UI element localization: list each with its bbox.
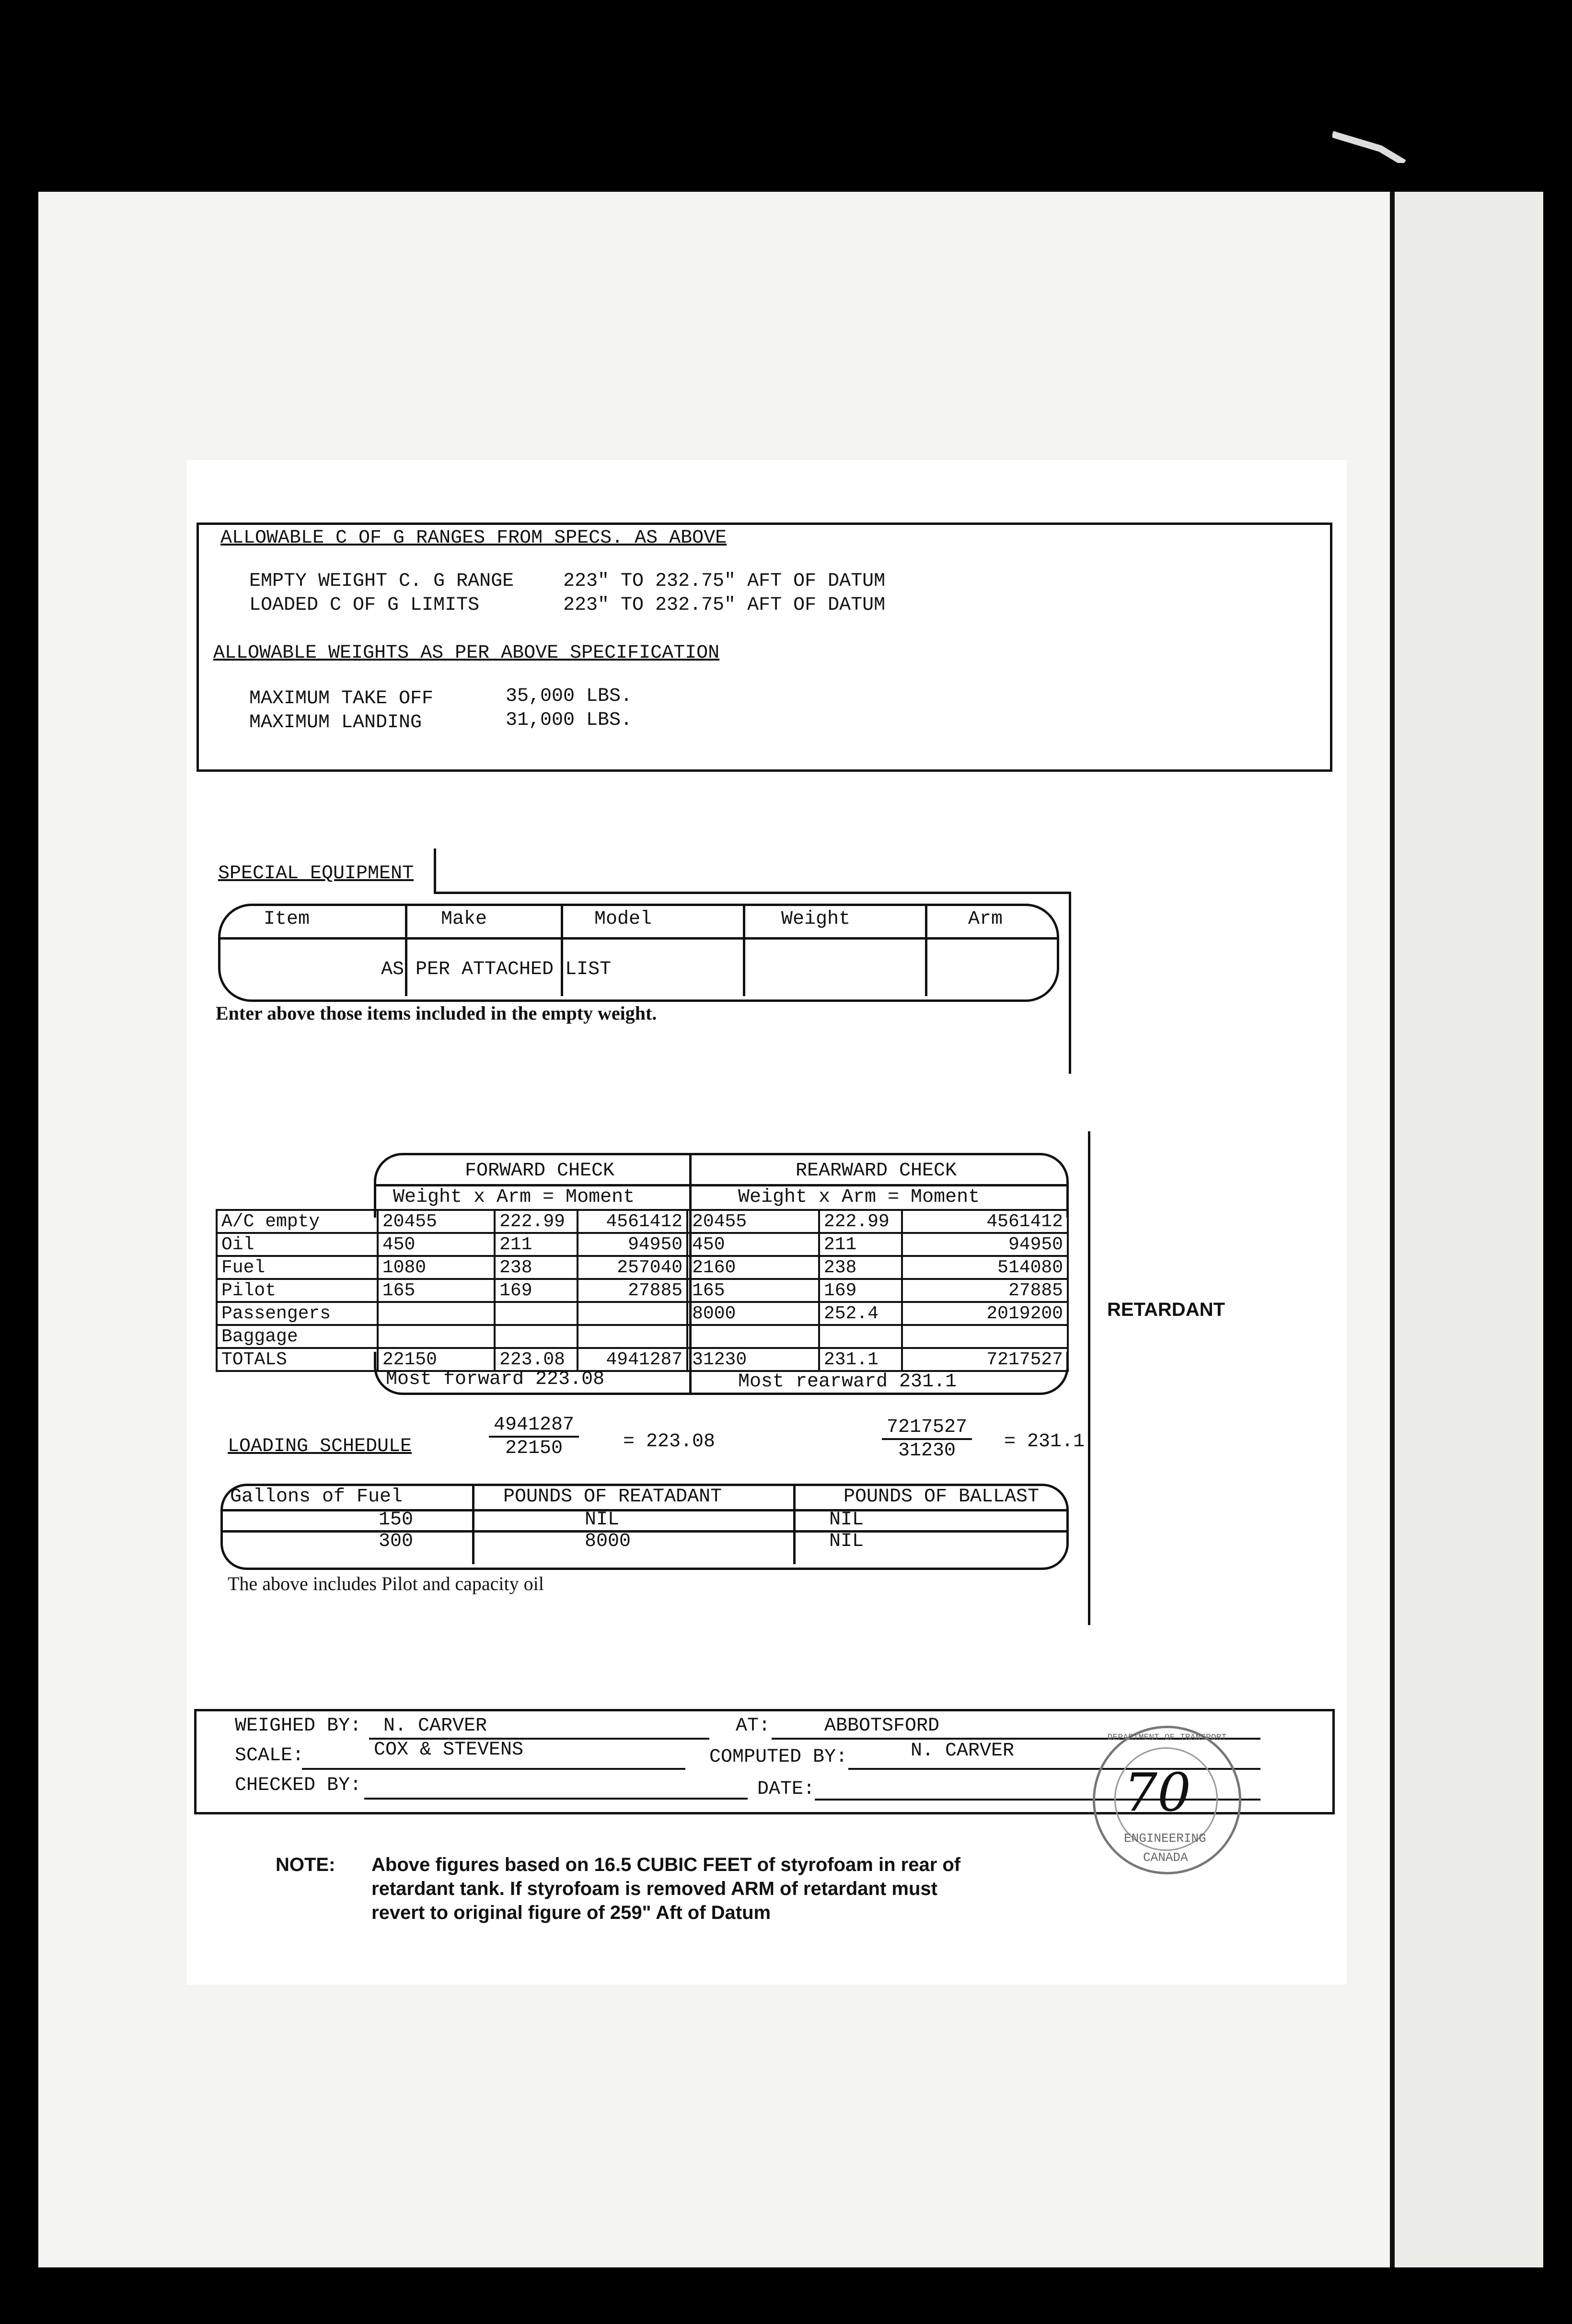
weighed-by-value: N. CARVER xyxy=(383,1715,487,1737)
forward-numerator: 4941287 xyxy=(489,1414,579,1438)
table-cell xyxy=(687,1325,819,1348)
note-line-1: Above figures based on 16.5 CUBIC FEET of styrofoam in rear of xyxy=(371,1854,961,1875)
retardant-side-label: RETARDANT xyxy=(1107,1299,1225,1320)
note-line-3: revert to original figure of 259" Aft of Datum xyxy=(371,1902,771,1923)
table-cell: 27885 xyxy=(578,1279,687,1302)
forward-fraction xyxy=(489,1414,579,1459)
row-label: Fuel xyxy=(217,1256,378,1279)
col-divider xyxy=(743,905,745,996)
table-cell: 4941287 xyxy=(578,1348,687,1371)
stamp-top-text: DEPARTMENT OF TRANSPORT xyxy=(1107,1733,1227,1743)
rearward-denominator: 31230 xyxy=(898,1440,956,1462)
max-takeoff-value: 35,000 LBS. xyxy=(506,686,633,707)
loading-header-rule xyxy=(220,1509,1066,1511)
loaded-cg-label: LOADED C OF G LIMITS xyxy=(249,594,480,616)
rearward-numerator: 7217527 xyxy=(882,1417,972,1440)
table-row xyxy=(217,1210,1068,1233)
weighed-by-label: WEIGHED BY: xyxy=(235,1715,362,1737)
retardant-row-1: NIL xyxy=(585,1509,620,1531)
fuel-150: 150 xyxy=(379,1509,414,1531)
special-equipment-divider xyxy=(434,848,436,892)
table-cell: 514080 xyxy=(902,1256,1068,1279)
stamp-mid-text: ENGINEERING xyxy=(1124,1831,1206,1846)
table-cell: 4561412 xyxy=(578,1210,687,1233)
special-equipment-right-rule xyxy=(1069,892,1071,1074)
table-row xyxy=(217,1302,1068,1325)
at-value: ABBOTSFORD xyxy=(824,1715,940,1737)
table-cell: 20455 xyxy=(378,1210,495,1233)
col-weight: Weight xyxy=(781,908,851,930)
table-cell: 94950 xyxy=(902,1233,1068,1256)
table-cell: 165 xyxy=(378,1279,495,1302)
table-cell: 252.4 xyxy=(819,1302,902,1325)
table-cell: 94950 xyxy=(578,1233,687,1256)
col-divider xyxy=(561,905,563,996)
checks-footer-box xyxy=(374,1352,1069,1395)
row-label: Pilot xyxy=(217,1279,378,1302)
table-cell xyxy=(902,1325,1068,1348)
ballast-row-1: NIL xyxy=(829,1509,864,1531)
forward-denominator: 22150 xyxy=(505,1438,563,1459)
attached-list-text: AS PER ATTACHED LIST xyxy=(381,959,612,980)
inspection-stamp xyxy=(1093,1726,1241,1874)
special-equipment-rule xyxy=(434,892,1071,894)
table-cell xyxy=(495,1325,578,1348)
table-row xyxy=(217,1233,1068,1256)
loaded-cg-value: 223" TO 232.75" AFT OF DATUM xyxy=(563,594,886,616)
loading-row-rule xyxy=(220,1530,1066,1533)
allowable-weights-heading: ALLOWABLE WEIGHTS AS PER ABOVE SPECIFICATION xyxy=(213,642,720,664)
most-rearward: Most rearward 231.1 xyxy=(738,1371,957,1393)
computed-by-label: COMPUTED BY: xyxy=(709,1746,848,1768)
table-cell: 238 xyxy=(819,1256,902,1279)
table-cell xyxy=(819,1325,902,1348)
table-cell xyxy=(378,1325,495,1348)
table-cell: 238 xyxy=(495,1256,578,1279)
table-cell xyxy=(578,1325,687,1348)
scale-label: SCALE: xyxy=(235,1745,304,1766)
forward-result: = 223.08 xyxy=(623,1431,716,1452)
row-label: TOTALS xyxy=(217,1348,378,1371)
checked-by-line xyxy=(364,1798,748,1800)
stamp-signature: 70 xyxy=(1124,1762,1191,1823)
row-label: Baggage xyxy=(217,1325,378,1348)
at-label: AT: xyxy=(736,1715,771,1737)
max-landing-label: MAXIMUM LANDING xyxy=(249,712,422,733)
table-row xyxy=(217,1256,1068,1279)
table-cell: 165 xyxy=(687,1279,819,1302)
table-cell: 211 xyxy=(495,1233,578,1256)
note-line-2: retardant tank. If styrofoam is removed ARM of retardant must xyxy=(371,1878,937,1899)
row-label: Oil xyxy=(217,1233,378,1256)
special-equipment-heading: SPECIAL EQUIPMENT xyxy=(218,863,414,884)
table-cell: 450 xyxy=(687,1233,819,1256)
forward-check-title: FORWARD CHECK xyxy=(465,1160,615,1182)
table-cell: 27885 xyxy=(902,1279,1068,1302)
fuel-300: 300 xyxy=(379,1531,414,1552)
table-row xyxy=(217,1325,1068,1348)
col-divider xyxy=(925,905,927,996)
empty-weight-cg-value: 223" TO 232.75" AFT OF DATUM xyxy=(563,570,886,592)
rearward-fraction xyxy=(882,1417,972,1462)
capacity-oil-note: The above includes Pilot and capacity oil xyxy=(228,1573,544,1594)
max-landing-value: 31,000 LBS. xyxy=(506,709,633,731)
table-cell: 22150 xyxy=(378,1348,495,1371)
scale-line xyxy=(302,1768,685,1770)
col-arm: Arm xyxy=(968,908,1003,930)
loading-schedule-heading: LOADING SCHEDULE xyxy=(228,1436,412,1457)
table-cell: 4561412 xyxy=(902,1210,1068,1233)
table-cell: 169 xyxy=(819,1279,902,1302)
table-cell: 222.99 xyxy=(495,1210,578,1233)
table-cell: 211 xyxy=(819,1233,902,1256)
row-label: Passengers xyxy=(217,1302,378,1325)
table-cell xyxy=(578,1302,687,1325)
rearward-subheader: Weight x Arm = Moment xyxy=(738,1186,980,1208)
checks-right-rule xyxy=(1088,1131,1090,1625)
table-cell: 450 xyxy=(378,1233,495,1256)
col-pounds-retardant: POUNDS OF REATADANT xyxy=(503,1486,722,1508)
date-label: DATE: xyxy=(757,1778,815,1800)
checked-by-label: CHECKED BY: xyxy=(235,1775,362,1796)
most-forward: Most forward 223.08 xyxy=(386,1369,605,1390)
table-cell: 231.1 xyxy=(819,1348,902,1371)
table-cell: 222.99 xyxy=(819,1210,902,1233)
table-cell: 1080 xyxy=(378,1256,495,1279)
table-cell: 169 xyxy=(495,1279,578,1302)
rearward-check-title: REARWARD CHECK xyxy=(796,1160,957,1182)
table-cell: 31230 xyxy=(687,1348,819,1371)
scale-value: COX & STEVENS xyxy=(374,1739,524,1761)
checks-table xyxy=(216,1209,1069,1372)
col-gallons-of-fuel: Gallons of Fuel xyxy=(230,1486,403,1508)
note-label: NOTE: xyxy=(276,1854,335,1875)
col-pounds-ballast: POUNDS OF BALLAST xyxy=(844,1486,1040,1508)
table-cell: 20455 xyxy=(687,1210,819,1233)
loading-col-divider xyxy=(793,1485,796,1564)
empty-weight-cg-label: EMPTY WEIGHT C. G RANGE xyxy=(249,570,514,592)
table-cell: 7217527 xyxy=(902,1348,1068,1371)
adjacent-page-edge xyxy=(1390,192,1543,2267)
forward-subheader: Weight x Arm = Moment xyxy=(393,1186,635,1208)
loading-col-divider xyxy=(472,1485,474,1564)
row-label: A/C empty xyxy=(217,1210,378,1233)
table-cell: 8000 xyxy=(687,1302,819,1325)
table-row xyxy=(217,1279,1068,1302)
table-cell xyxy=(495,1302,578,1325)
special-equipment-header-rule xyxy=(218,937,1057,940)
empty-weight-note: Enter above those items included in the empty weight. xyxy=(216,1002,657,1024)
stamp-bottom-text: CANADA xyxy=(1143,1850,1188,1865)
col-item: Item xyxy=(264,908,310,930)
computed-by-value: N. CARVER xyxy=(911,1740,1015,1762)
max-takeoff-label: MAXIMUM TAKE OFF xyxy=(249,688,434,709)
cg-ranges-heading: ALLOWABLE C OF G RANGES FROM SPECS. AS ABOVE xyxy=(220,527,727,549)
retardant-row-2: 8000 xyxy=(585,1531,631,1552)
table-cell: 223.08 xyxy=(495,1348,578,1371)
rearward-result: = 231.1 xyxy=(1004,1431,1085,1452)
col-divider xyxy=(405,905,407,996)
page-corner-fold xyxy=(1332,125,1409,163)
col-model: Model xyxy=(594,908,652,930)
table-cell xyxy=(378,1302,495,1325)
table-cell: 257040 xyxy=(578,1256,687,1279)
col-make: Make xyxy=(441,908,487,930)
table-cell: 2160 xyxy=(687,1256,819,1279)
table-cell: 2019200 xyxy=(902,1302,1068,1325)
ballast-row-2: NIL xyxy=(829,1531,864,1552)
